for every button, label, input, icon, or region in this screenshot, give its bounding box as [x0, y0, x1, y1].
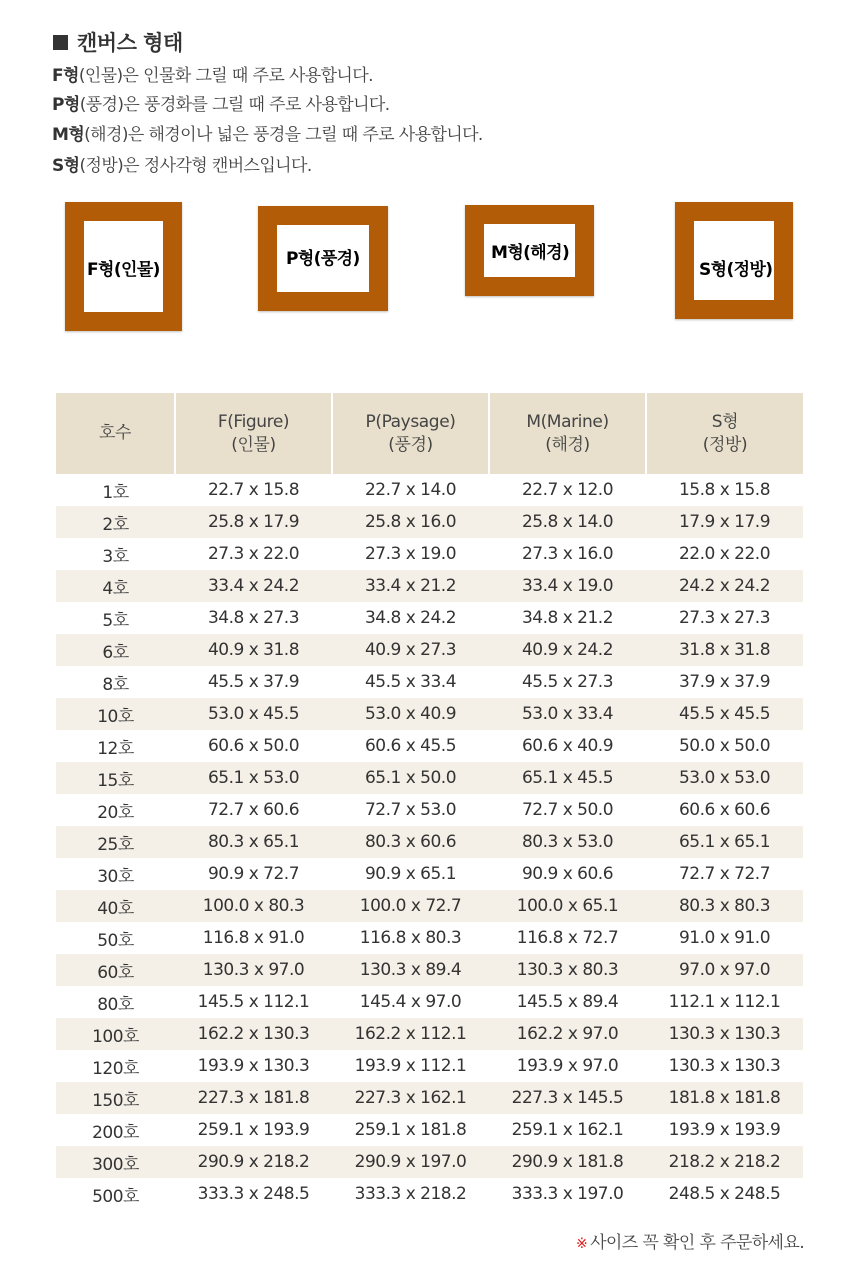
- dimension-cell: 22.0 x 22.0: [678, 544, 771, 564]
- dimension-cell: 27.3 x 16.0: [521, 544, 614, 564]
- dimension-cell: 290.9 x 218.2: [175, 1146, 332, 1178]
- dimension-cell: 145.5 x 89.4: [516, 992, 619, 1012]
- frame-label-m: M형(해경): [491, 243, 570, 263]
- dimension-cell: 181.8 x 181.8: [646, 1082, 803, 1114]
- desc-line-s: [52, 151, 312, 176]
- table-row: [56, 698, 803, 730]
- dimension-cell: 34.8 x 27.3: [207, 608, 300, 628]
- dimension-cell: 100.0 x 80.3: [175, 890, 332, 922]
- size-number-cell: 50호: [97, 930, 134, 951]
- dimension-cell: 130.3 x 89.4: [332, 954, 489, 986]
- dimension-cell: 25.8 x 17.9: [175, 506, 332, 538]
- dimension-cell: 80.3 x 53.0: [489, 826, 646, 858]
- dimension-cell: 27.3 x 19.0: [364, 544, 457, 564]
- frame-label-p: P형(풍경): [286, 249, 360, 269]
- dimension-cell: 72.7 x 72.7: [678, 864, 771, 884]
- dimension-cell: 15.8 x 15.8: [678, 480, 771, 500]
- dimension-cell: 22.7 x 12.0: [521, 480, 614, 500]
- dimension-cell: 27.3 x 27.3: [678, 608, 771, 628]
- dimension-cell: 227.3 x 162.1: [332, 1082, 489, 1114]
- dimension-cell: 22.7 x 15.8: [207, 480, 300, 500]
- dimension-cell: 40.9 x 24.2: [489, 634, 646, 666]
- dimension-cell: 145.4 x 97.0: [359, 992, 462, 1012]
- size-number-cell: 200호: [92, 1122, 139, 1143]
- dimension-cell: 162.2 x 112.1: [332, 1018, 489, 1050]
- size-number-cell: 30호: [97, 866, 134, 887]
- dimension-cell: 33.4 x 19.0: [489, 570, 646, 602]
- table-header-row: [56, 393, 803, 474]
- dimension-cell: 248.5 x 248.5: [668, 1184, 781, 1204]
- table-row: [56, 954, 803, 986]
- size-number-cell: 120호: [92, 1058, 139, 1079]
- size-number-cell: 1호: [102, 482, 129, 503]
- dimension-cell: 162.2 x 130.3: [175, 1018, 332, 1050]
- table-body: [56, 474, 803, 1210]
- table-row: [56, 1050, 803, 1082]
- dimension-cell: 40.9 x 27.3: [332, 634, 489, 666]
- column-header-line1: P(Paysage): [365, 411, 456, 432]
- dimension-cell: 37.9 x 37.9: [678, 672, 771, 692]
- column-header: [646, 393, 803, 474]
- section-title: [53, 27, 183, 57]
- dimension-cell: 130.3 x 130.3: [646, 1018, 803, 1050]
- dimension-cell: 259.1 x 181.8: [354, 1120, 467, 1140]
- size-number-cell: 150호: [56, 1082, 175, 1114]
- size-number-cell: 25호: [56, 826, 175, 858]
- desc-code-s: S형: [52, 156, 80, 176]
- size-number-cell: 3호: [102, 546, 129, 567]
- dimension-cell: 72.7 x 50.0: [521, 800, 614, 820]
- size-number-cell: 60호: [56, 954, 175, 986]
- dimension-cell: 17.9 x 17.9: [646, 506, 803, 538]
- dimension-cell: 53.0 x 40.9: [332, 698, 489, 730]
- table-row: [56, 602, 803, 634]
- dimension-cell: 45.5 x 45.5: [646, 698, 803, 730]
- dimension-cell: 162.2 x 97.0: [489, 1018, 646, 1050]
- desc-text-p: (풍경)은 풍경화를 그릴 때 주로 사용합니다.: [79, 95, 390, 115]
- dimension-cell: 218.2 x 218.2: [646, 1146, 803, 1178]
- dimension-cell: 53.0 x 45.5: [175, 698, 332, 730]
- dimension-cell: 112.1 x 112.1: [668, 992, 781, 1012]
- table-row: [56, 986, 803, 1018]
- dimension-cell: 25.8 x 14.0: [489, 506, 646, 538]
- size-number-cell: 100호: [56, 1018, 175, 1050]
- table-row: [56, 1178, 803, 1210]
- dimension-cell: 31.8 x 31.8: [646, 634, 803, 666]
- size-number-cell: 500호: [92, 1186, 139, 1207]
- dimension-cell: 33.4 x 24.2: [175, 570, 332, 602]
- dimension-cell: 91.0 x 91.0: [678, 928, 771, 948]
- dimension-cell: 60.6 x 60.6: [678, 800, 771, 820]
- reference-mark-icon: ※: [575, 1236, 588, 1252]
- dimension-cell: 53.0 x 33.4: [489, 698, 646, 730]
- table-row: [56, 762, 803, 794]
- dimension-cell: 145.5 x 112.1: [197, 992, 310, 1012]
- dimension-cell: 80.3 x 65.1: [175, 826, 332, 858]
- table-row: [56, 1082, 803, 1114]
- table-row: [56, 1146, 803, 1178]
- dimension-cell: 97.0 x 97.0: [646, 954, 803, 986]
- dimension-cell: 60.6 x 45.5: [364, 736, 457, 756]
- column-header-line2: (해경): [545, 434, 590, 455]
- dimension-cell: 193.9 x 193.9: [668, 1120, 781, 1140]
- column-header: [489, 393, 646, 474]
- dimension-cell: 80.3 x 80.3: [646, 890, 803, 922]
- table-row: [56, 474, 803, 506]
- dimension-cell: 116.8 x 80.3: [359, 928, 462, 948]
- dimension-cell: 65.1 x 65.1: [646, 826, 803, 858]
- frame-label-f: F형(인물): [87, 260, 160, 280]
- table-row: [56, 922, 803, 954]
- dimension-cell: 116.8 x 91.0: [202, 928, 305, 948]
- table-row: [56, 858, 803, 890]
- dimension-cell: 53.0 x 53.0: [646, 762, 803, 794]
- desc-text-s: (정방)은 정사각형 캔버스입니다.: [79, 156, 312, 176]
- table-row: [56, 634, 803, 666]
- size-number-cell: 5호: [102, 610, 129, 631]
- desc-line-f: [52, 61, 373, 86]
- size-number-cell: 6호: [56, 634, 175, 666]
- table-row: [56, 890, 803, 922]
- size-number-cell: 8호: [102, 674, 129, 695]
- dimension-cell: 100.0 x 72.7: [332, 890, 489, 922]
- dimension-cell: 45.5 x 27.3: [521, 672, 614, 692]
- dimension-cell: 333.3 x 197.0: [511, 1184, 624, 1204]
- dimension-cell: 100.0 x 65.1: [489, 890, 646, 922]
- desc-line-m: [52, 120, 483, 145]
- column-header-line1: S형: [711, 411, 739, 432]
- desc-text-m: (해경)은 해경이나 넓은 풍경을 그릴 때 주로 사용합니다.: [84, 125, 483, 145]
- desc-code-f: F형: [52, 66, 79, 86]
- table-row: [56, 506, 803, 538]
- dimension-cell: 72.7 x 53.0: [364, 800, 457, 820]
- dimension-cell: 72.7 x 60.6: [207, 800, 300, 820]
- table-row: [56, 1114, 803, 1146]
- dimension-cell: 259.1 x 162.1: [511, 1120, 624, 1140]
- dimension-cell: 333.3 x 248.5: [197, 1184, 310, 1204]
- dimension-cell: 227.3 x 145.5: [489, 1082, 646, 1114]
- dimension-cell: 333.3 x 218.2: [354, 1184, 467, 1204]
- size-number-cell: 10호: [56, 698, 175, 730]
- dimension-cell: 90.9 x 72.7: [207, 864, 300, 884]
- dimension-cell: 65.1 x 50.0: [332, 762, 489, 794]
- size-number-cell: 12호: [97, 738, 134, 759]
- size-number-cell: 15호: [56, 762, 175, 794]
- column-header-line1: 호수: [98, 423, 132, 443]
- dimension-cell: 259.1 x 193.9: [197, 1120, 310, 1140]
- desc-text-f: (인물)은 인물화 그릴 때 주로 사용합니다.: [78, 66, 373, 86]
- dimension-cell: 34.8 x 24.2: [364, 608, 457, 628]
- size-number-cell: 300호: [56, 1146, 175, 1178]
- dimension-cell: 130.3 x 130.3: [668, 1056, 781, 1076]
- desc-line-p: [52, 90, 390, 115]
- column-header-line2: (정방): [702, 434, 748, 455]
- size-number-cell: 40호: [56, 890, 175, 922]
- desc-code-p: P형: [52, 95, 80, 115]
- dimension-cell: 65.1 x 53.0: [175, 762, 332, 794]
- column-header-line1: F(Figure): [217, 411, 290, 432]
- dimension-cell: 25.8 x 16.0: [332, 506, 489, 538]
- dimension-cell: 22.7 x 14.0: [364, 480, 457, 500]
- size-number-cell: 80호: [97, 994, 134, 1015]
- dimension-cell: 50.0 x 50.0: [678, 736, 771, 756]
- dimension-cell: 24.2 x 24.2: [646, 570, 803, 602]
- dimension-cell: 27.3 x 22.0: [207, 544, 300, 564]
- dimension-cell: 290.9 x 181.8: [489, 1146, 646, 1178]
- dimension-cell: 45.5 x 33.4: [364, 672, 457, 692]
- dimension-cell: 193.9 x 130.3: [197, 1056, 310, 1076]
- table-row: [56, 538, 803, 570]
- column-header-line2: (풍경): [388, 434, 433, 455]
- dimension-cell: 116.8 x 72.7: [516, 928, 619, 948]
- column-header: [332, 393, 489, 474]
- square-bullet-icon: [53, 35, 68, 50]
- dimension-cell: 227.3 x 181.8: [175, 1082, 332, 1114]
- dimension-cell: 40.9 x 31.8: [175, 634, 332, 666]
- order-note: [576, 1228, 804, 1253]
- dimension-cell: 290.9 x 197.0: [332, 1146, 489, 1178]
- size-number-cell: 20호: [97, 802, 134, 823]
- table-row: [56, 1018, 803, 1050]
- dimension-cell: 33.4 x 21.2: [332, 570, 489, 602]
- dimension-cell: 193.9 x 97.0: [516, 1056, 619, 1076]
- size-number-cell: 4호: [56, 570, 175, 602]
- column-header: [175, 393, 332, 474]
- column-header-line1: M(Marine): [526, 411, 609, 432]
- column-header-line2: (인물): [231, 434, 276, 455]
- size-number-cell: 2호: [56, 506, 175, 538]
- dimension-cell: 65.1 x 45.5: [489, 762, 646, 794]
- canvas-size-table: [56, 393, 803, 1210]
- column-header: [56, 393, 175, 474]
- dimension-cell: 60.6 x 40.9: [521, 736, 614, 756]
- frame-label-s: S형(정방): [699, 260, 773, 280]
- dimension-cell: 193.9 x 112.1: [354, 1056, 467, 1076]
- section-title-text: 캔버스 형태: [77, 31, 183, 55]
- table-row: [56, 570, 803, 602]
- order-note-text: 사이즈 꼭 확인 후 주문하세요.: [590, 1233, 804, 1253]
- dimension-cell: 90.9 x 65.1: [364, 864, 457, 884]
- table-row: [56, 826, 803, 858]
- dimension-cell: 80.3 x 60.6: [332, 826, 489, 858]
- dimension-cell: 34.8 x 21.2: [521, 608, 614, 628]
- table-row: [56, 666, 803, 698]
- dimension-cell: 130.3 x 80.3: [489, 954, 646, 986]
- table-row: [56, 730, 803, 762]
- table-row: [56, 794, 803, 826]
- dimension-cell: 90.9 x 60.6: [521, 864, 614, 884]
- dimension-cell: 130.3 x 97.0: [175, 954, 332, 986]
- dimension-cell: 60.6 x 50.0: [207, 736, 300, 756]
- dimension-cell: 45.5 x 37.9: [207, 672, 300, 692]
- desc-code-m: M형: [52, 125, 85, 145]
